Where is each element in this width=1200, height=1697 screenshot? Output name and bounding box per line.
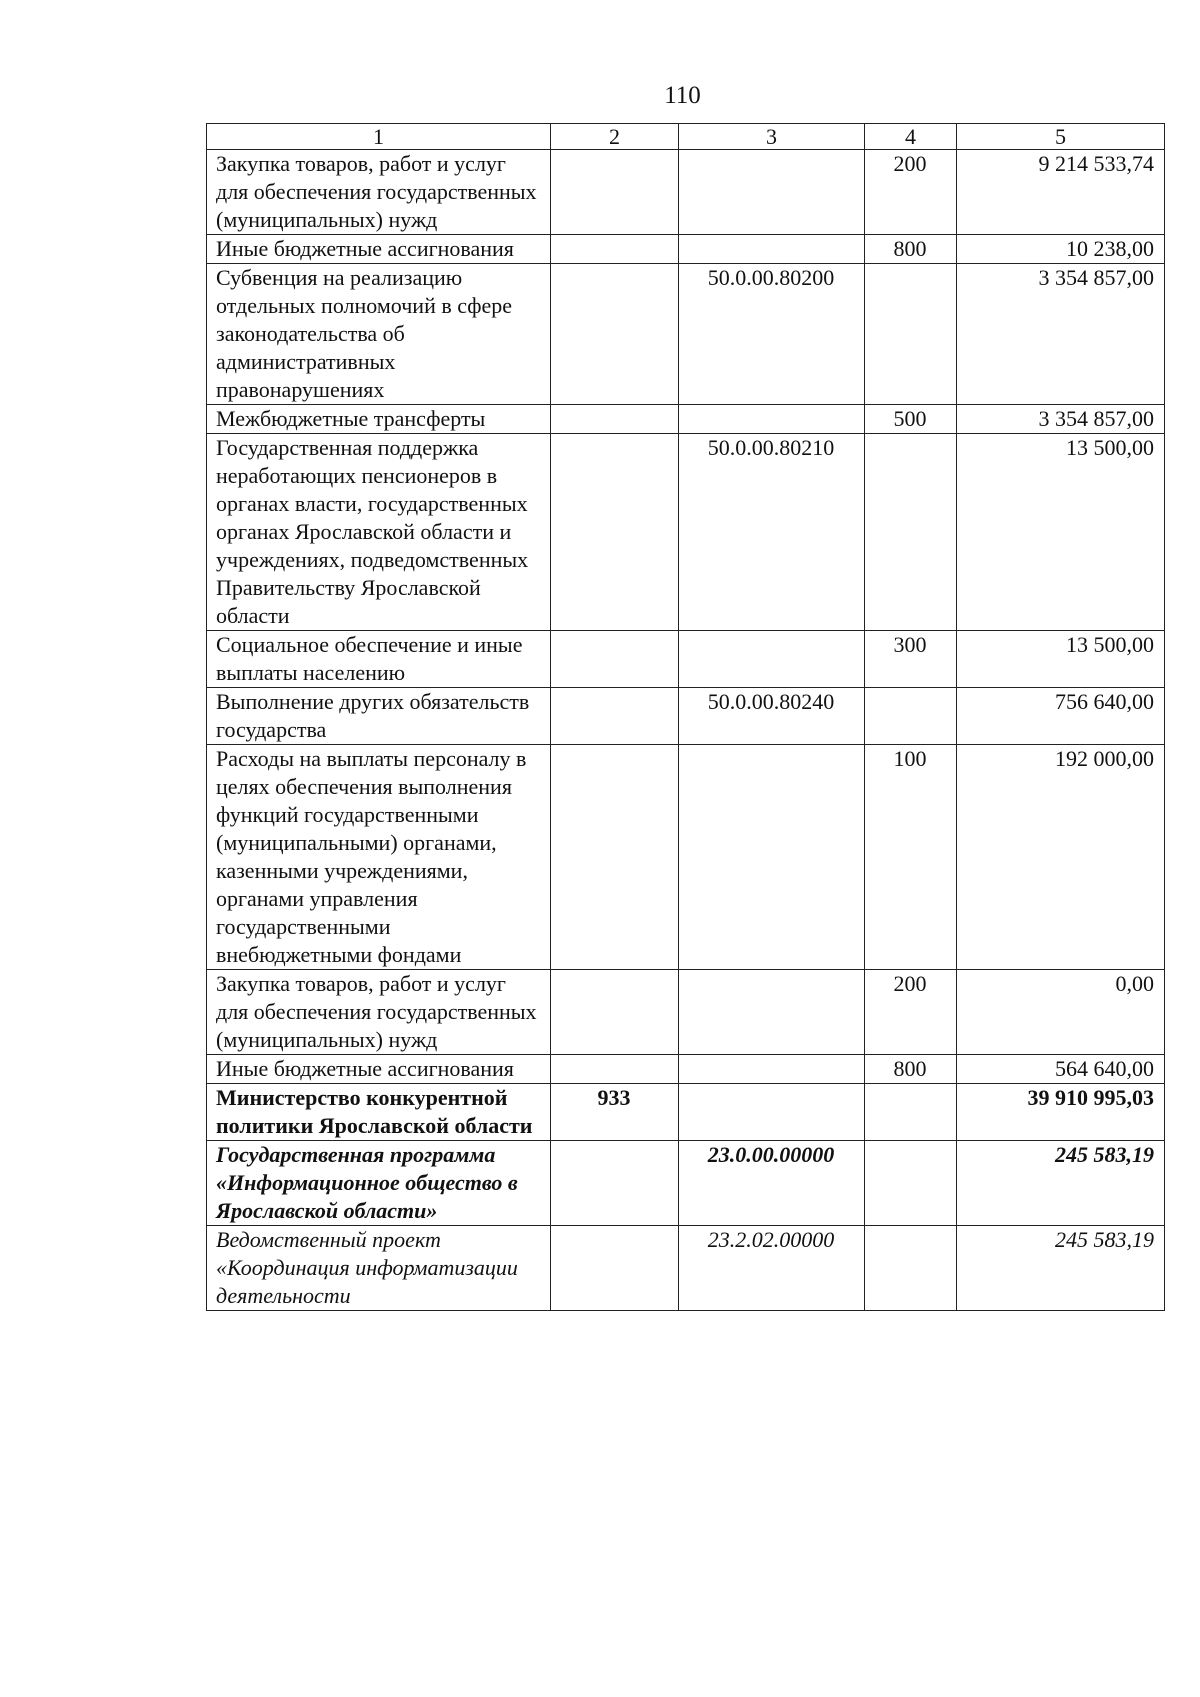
table-row bbox=[207, 1084, 1165, 1141]
expense-type-cell: 300 bbox=[865, 631, 957, 688]
table-row bbox=[207, 1055, 1165, 1084]
column-header: 1 bbox=[207, 124, 551, 150]
expense-type-cell bbox=[865, 434, 957, 631]
target-code-cell: 50.0.00.80240 bbox=[679, 688, 865, 745]
table-row bbox=[207, 235, 1165, 264]
target-code-cell: 50.0.00.80210 bbox=[679, 434, 865, 631]
row-name-cell: Иные бюджетные ассигнования bbox=[207, 1055, 551, 1084]
target-code-cell: 23.2.02.00000 bbox=[679, 1226, 865, 1311]
amount-cell: 13 500,00 bbox=[957, 434, 1165, 631]
section-code-cell bbox=[551, 688, 679, 745]
target-code-cell bbox=[679, 405, 865, 434]
amount-cell: 564 640,00 bbox=[957, 1055, 1165, 1084]
amount-cell: 245 583,19 bbox=[957, 1141, 1165, 1226]
target-code-cell bbox=[679, 970, 865, 1055]
target-code-cell bbox=[679, 150, 865, 235]
table-row bbox=[207, 1141, 1165, 1226]
expense-type-cell bbox=[865, 264, 957, 405]
expense-type-cell: 200 bbox=[865, 970, 957, 1055]
expense-type-cell bbox=[865, 1226, 957, 1311]
section-code-cell bbox=[551, 631, 679, 688]
expense-type-cell bbox=[865, 1141, 957, 1226]
amount-cell: 3 354 857,00 bbox=[957, 405, 1165, 434]
table-row bbox=[207, 405, 1165, 434]
section-code-cell bbox=[551, 1141, 679, 1226]
table-header-row bbox=[207, 124, 1165, 150]
amount-cell: 39 910 995,03 bbox=[957, 1084, 1165, 1141]
budget-table bbox=[206, 123, 1165, 1311]
target-code-cell: 23.0.00.00000 bbox=[679, 1141, 865, 1226]
target-code-cell: 50.0.00.80200 bbox=[679, 264, 865, 405]
expense-type-cell: 500 bbox=[865, 405, 957, 434]
amount-cell: 13 500,00 bbox=[957, 631, 1165, 688]
target-code-cell bbox=[679, 1084, 865, 1141]
amount-cell: 0,00 bbox=[957, 970, 1165, 1055]
section-code-cell: 933 bbox=[551, 1084, 679, 1141]
amount-cell: 9 214 533,74 bbox=[957, 150, 1165, 235]
row-name-cell: Ведомственный проект «Координация информатизации деятельности bbox=[207, 1226, 551, 1311]
table-row bbox=[207, 150, 1165, 235]
section-code-cell bbox=[551, 405, 679, 434]
table-row bbox=[207, 434, 1165, 631]
section-code-cell bbox=[551, 434, 679, 631]
amount-cell: 192 000,00 bbox=[957, 745, 1165, 970]
table-row bbox=[207, 970, 1165, 1055]
target-code-cell bbox=[679, 631, 865, 688]
column-header: 4 bbox=[865, 124, 957, 150]
amount-cell: 10 238,00 bbox=[957, 235, 1165, 264]
row-name-cell: Министерство конкурентной политики Ярославской области bbox=[207, 1084, 551, 1141]
section-code-cell bbox=[551, 1055, 679, 1084]
row-name-cell: Выполнение других обязательств государства bbox=[207, 688, 551, 745]
expense-type-cell bbox=[865, 688, 957, 745]
column-header: 5 bbox=[957, 124, 1165, 150]
row-name-cell: Государственная программа «Информационное общество в Ярославской области» bbox=[207, 1141, 551, 1226]
row-name-cell: Государственная поддержка неработающих пенсионеров в органах власти, государственных органах Ярославской области и учреждениях, подведомственных Правительству Ярославской области bbox=[207, 434, 551, 631]
amount-cell: 245 583,19 bbox=[957, 1226, 1165, 1311]
expense-type-cell: 800 bbox=[865, 235, 957, 264]
expense-type-cell: 200 bbox=[865, 150, 957, 235]
target-code-cell bbox=[679, 235, 865, 264]
column-header: 2 bbox=[551, 124, 679, 150]
row-name-cell: Иные бюджетные ассигнования bbox=[207, 235, 551, 264]
section-code-cell bbox=[551, 150, 679, 235]
expense-type-cell bbox=[865, 1084, 957, 1141]
table-row bbox=[207, 1226, 1165, 1311]
row-name-cell: Межбюджетные трансферты bbox=[207, 405, 551, 434]
row-name-cell: Расходы на выплаты персоналу в целях обеспечения выполнения функций государственными (муниципальными) органами, казенными учреждениями, органами управления государственными внебюджетными фондами bbox=[207, 745, 551, 970]
amount-cell: 756 640,00 bbox=[957, 688, 1165, 745]
expense-type-cell: 100 bbox=[865, 745, 957, 970]
table-row bbox=[207, 264, 1165, 405]
section-code-cell bbox=[551, 745, 679, 970]
row-name-cell: Закупка товаров, работ и услуг для обеспечения государственных (муниципальных) нужд bbox=[207, 970, 551, 1055]
page-number: 110 bbox=[664, 82, 701, 109]
expense-type-cell: 800 bbox=[865, 1055, 957, 1084]
target-code-cell bbox=[679, 1055, 865, 1084]
row-name-cell: Закупка товаров, работ и услуг для обеспечения государственных (муниципальных) нужд bbox=[207, 150, 551, 235]
table-row bbox=[207, 745, 1165, 970]
section-code-cell bbox=[551, 970, 679, 1055]
section-code-cell bbox=[551, 235, 679, 264]
table-row bbox=[207, 631, 1165, 688]
column-header: 3 bbox=[679, 124, 865, 150]
section-code-cell bbox=[551, 1226, 679, 1311]
section-code-cell bbox=[551, 264, 679, 405]
table-row bbox=[207, 688, 1165, 745]
row-name-cell: Социальное обеспечение и иные выплаты населению bbox=[207, 631, 551, 688]
target-code-cell bbox=[679, 745, 865, 970]
amount-cell: 3 354 857,00 bbox=[957, 264, 1165, 405]
row-name-cell: Субвенция на реализацию отдельных полномочий в сфере законодательства об административных правонарушениях bbox=[207, 264, 551, 405]
